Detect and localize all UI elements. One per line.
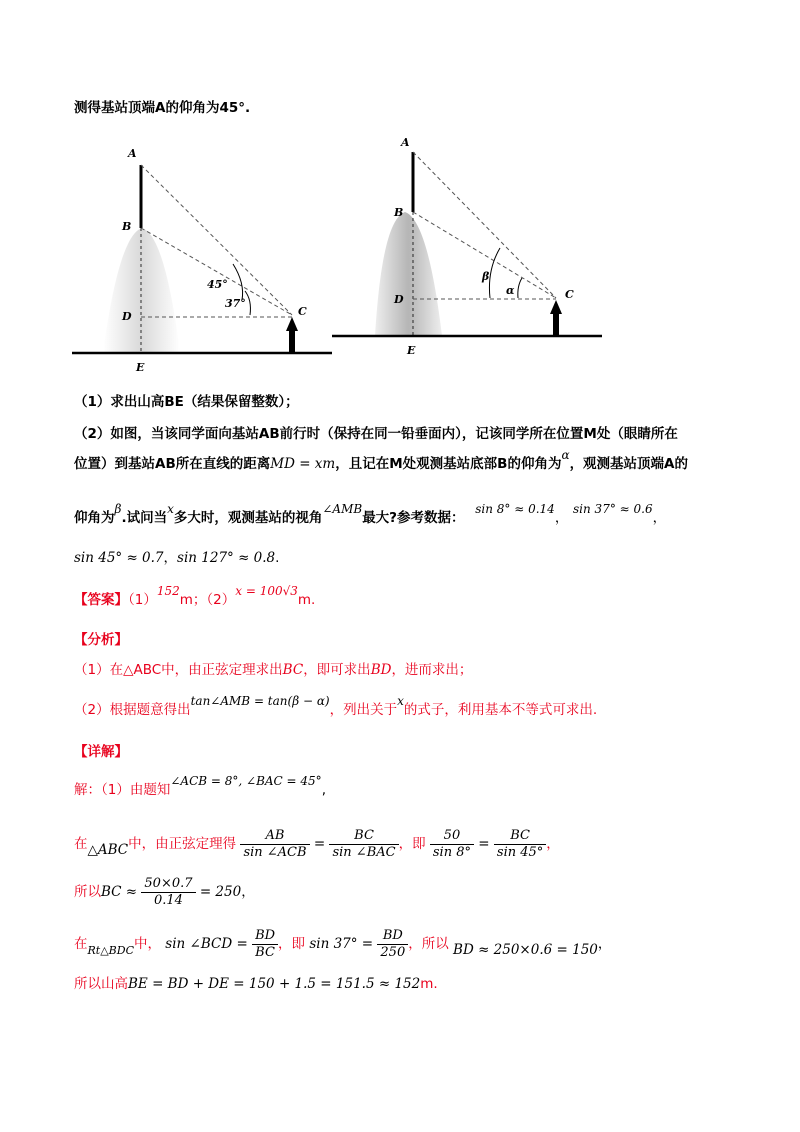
answer-label: 【答案】 bbox=[74, 592, 128, 608]
label-b: B bbox=[394, 206, 404, 219]
fraction-ab-sin-acb: $\frac{AB}{\text{sin ∠ACB}}$ bbox=[240, 828, 309, 861]
person-eyepiece bbox=[550, 300, 562, 314]
bc-symbol: BC bbox=[282, 662, 304, 678]
mountain-shape bbox=[103, 228, 180, 353]
question-2-line-1: （2）如图，当该同学面向基站AB前行时（保持在同一铅垂面内），记该同学所在位置M处（眼睛所在 bbox=[74, 426, 678, 442]
label-d: D bbox=[122, 310, 132, 323]
intro-text: 测得基站顶端A的仰角为45°. bbox=[74, 100, 251, 116]
person-stand bbox=[289, 329, 295, 353]
label-e: E bbox=[407, 344, 416, 357]
angle-arc-beta bbox=[489, 248, 500, 298]
beta-symbol: β bbox=[114, 502, 122, 516]
q2-text: 最大?参考数据： bbox=[362, 510, 465, 526]
fraction-bc-sin45: $\frac{BC}{\sin 45^\circ}$ bbox=[494, 828, 546, 861]
triangle-abc: △ABC bbox=[87, 842, 129, 858]
ref-sin45: sin 45° ≈ 0.7 bbox=[74, 550, 164, 566]
fraction-50-sin8: $\frac{50}{\sin 8^\circ}$ bbox=[430, 828, 474, 861]
angle-alpha-label: α bbox=[506, 284, 515, 297]
analysis-line-2: （2）根据题意得出tan∠AMB = tan(β − α)，列出关于x的式子，利用基本不等式可求出. bbox=[74, 694, 598, 718]
detail-line-2: 在△ABC中，由正弦定理得 $\frac{AB}{\text{sin ∠ACB}}$ = $\frac{BC}{\text{sin ∠BAC}}$ ，即 $\frac{50}{\sin 8^\circ}$ = $\frac{BC}{\sin 45^\circ}$ ， bbox=[74, 827, 560, 860]
label-a: A bbox=[128, 147, 137, 160]
figure-2 bbox=[330, 130, 610, 365]
bc-result: = 250 bbox=[199, 884, 242, 900]
label-c: C bbox=[565, 288, 574, 301]
q2-text: .试问当 bbox=[121, 510, 168, 526]
ref-sin37: sin 37° ≈ 0.6 bbox=[573, 502, 653, 516]
be-result: BE = BD + DE = 150 + 1.5 = 151.5 ≈ 152 bbox=[128, 976, 421, 992]
angle-beta-label: β bbox=[482, 270, 490, 283]
question-2-line-3: 仰角为β.试问当x多大时，观测基站的视角∠AMB最大?参考数据： sin 8° ≈ 0.14， sin 37° ≈ 0.6， bbox=[74, 502, 667, 526]
person-eyepiece bbox=[286, 317, 298, 331]
ref-sin127: sin 127° ≈ 0.8 bbox=[177, 550, 276, 566]
q2-text: 多大时，观测基站的视角 bbox=[173, 510, 323, 526]
label-b: B bbox=[122, 220, 132, 233]
q2-text: ，观测基站顶端A的 bbox=[569, 456, 689, 472]
answer-value-1: 152 bbox=[156, 584, 180, 598]
angle-amb: ∠AMB bbox=[322, 502, 363, 516]
answer-line bbox=[74, 584, 316, 610]
triangle-bdc: Rt△BDC bbox=[87, 944, 134, 957]
bc-approx: BC ≈ bbox=[101, 884, 138, 900]
bd-result: BD ≈ 250×0.6 = 150 bbox=[453, 942, 598, 958]
angle-arc-alpha bbox=[518, 278, 522, 298]
bd-symbol: BD bbox=[370, 662, 392, 678]
sin37: sin 37° = bbox=[309, 936, 374, 952]
detail-label: 【详解】 bbox=[74, 744, 128, 760]
fraction-bc-sin-bac: $\frac{BC}{\text{sin ∠BAC}}$ bbox=[329, 828, 398, 861]
answer-value-2: x = 100√3 bbox=[235, 584, 298, 598]
detail-line-1: 解：（1）由题知∠ACB = 8°, ∠BAC = 45°, bbox=[74, 774, 326, 798]
question-1: （1）求出山高BE（结果保留整数）； bbox=[74, 394, 299, 410]
given-angles: ∠ACB = 8°, ∠BAC = 45° bbox=[170, 774, 322, 788]
md-formula: MD = xm bbox=[270, 456, 336, 472]
figure-1 bbox=[70, 135, 340, 375]
label-c: C bbox=[298, 305, 307, 318]
question-2-line-4: sin 45° ≈ 0.7，sin 127° ≈ 0.8. bbox=[74, 550, 280, 566]
angle-45-label: 45° bbox=[207, 278, 228, 291]
label-e: E bbox=[136, 361, 145, 374]
angle-37-label: 37° bbox=[225, 297, 246, 310]
fraction-50x07-014: $\frac{50\times 0.7}{0.14}$ bbox=[141, 876, 195, 909]
detail-line-4: 在$_{Rt\triangle BDC}$中， sin ∠BCD = $\frac{BD}{BC}$ ，即 sin 37° = $\frac{BD}{250}$ ，所以 BD ≈ 250×0.6 = 150， bbox=[74, 927, 612, 960]
answer-unit-2: m. bbox=[297, 592, 316, 608]
alpha-symbol: α bbox=[561, 448, 570, 462]
analysis-label: 【分析】 bbox=[74, 632, 128, 648]
label-d: D bbox=[394, 293, 404, 306]
answer-part1: （1） bbox=[128, 592, 157, 608]
tan-formula: tan∠AMB = tan(β − α) bbox=[190, 694, 330, 708]
x-symbol: x bbox=[167, 502, 174, 516]
q2-text: 位置）到基站AB所在直线的距离 bbox=[74, 456, 271, 472]
q2-text: 仰角为 bbox=[74, 510, 115, 526]
angle-arc-37 bbox=[245, 291, 250, 315]
question-2-line-2 bbox=[74, 448, 689, 474]
fraction-bd-bc: $\frac{BD}{BC}$ bbox=[252, 928, 278, 961]
label-a: A bbox=[401, 136, 410, 149]
mountain-shape bbox=[375, 212, 442, 336]
x-symbol: x bbox=[397, 694, 404, 708]
analysis-line-1: （1）在△ABC中，由正弦定理求出BC，即可求出BD，进而求出； bbox=[74, 662, 473, 678]
ref-sin8: sin 8° ≈ 0.14 bbox=[475, 502, 555, 516]
person-stand bbox=[553, 312, 559, 336]
sin-bcd: sin ∠BCD = bbox=[165, 936, 248, 952]
answer-unit-1: m；（2） bbox=[179, 592, 236, 608]
fraction-bd-250: $\frac{BD}{250}$ bbox=[377, 928, 408, 961]
q2-text: ，且记在M处观测基站底部B的仰角为 bbox=[335, 456, 562, 472]
detail-line-5: 所以山高BE = BD + DE = 150 + 1.5 = 151.5 ≈ 152m. bbox=[74, 976, 438, 992]
detail-line-3: 所以BC ≈ $\frac{50\times 0.7}{0.14}$ = 250， bbox=[74, 875, 255, 908]
